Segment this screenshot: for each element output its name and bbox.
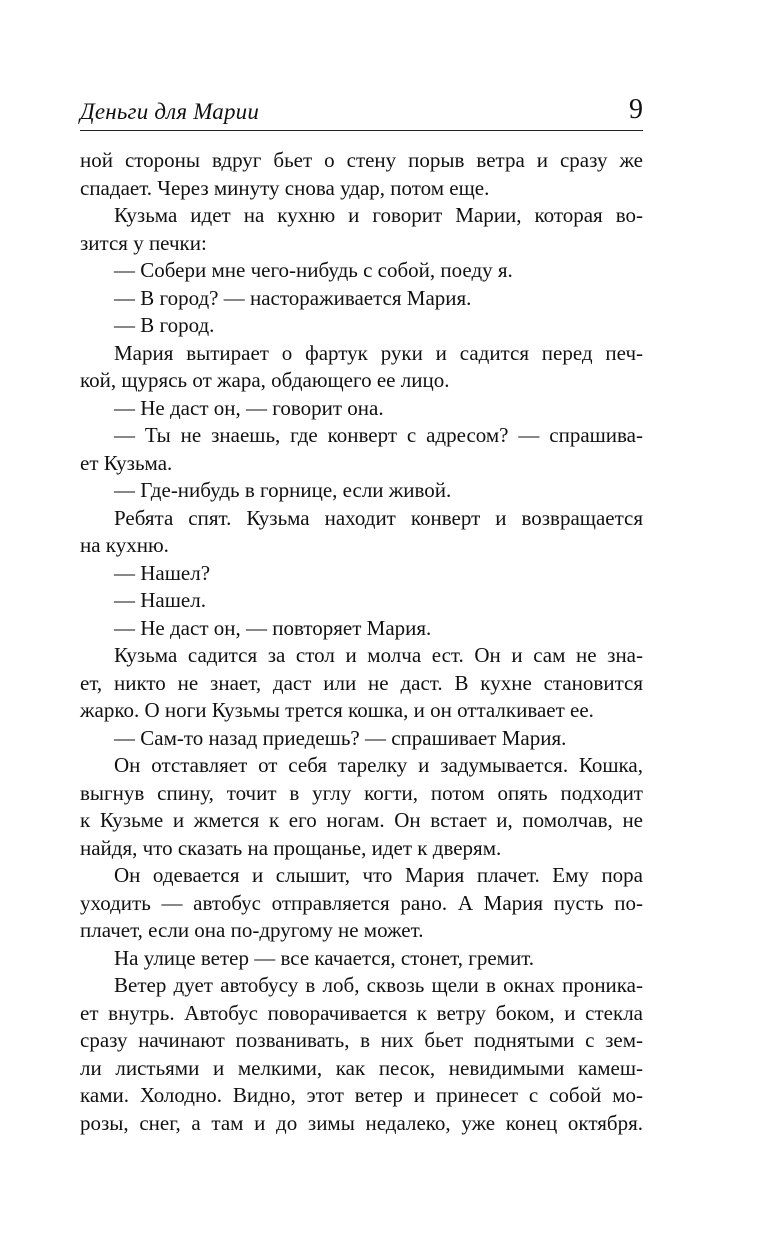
text-line: — Не даст он, — говорит она. — [114, 395, 384, 420]
text-line: — В город. — [114, 313, 215, 337]
text-line: зится у печки: — [80, 230, 207, 255]
text-line: ет внутрь. Автобус поворачивается к ветру боком, и стекла — [80, 1000, 643, 1025]
text-line: ет, никто не знает, даст или не даст. В кухне становится — [80, 670, 643, 695]
text-line: — Где-нибудь в горнице, если живой. — [114, 478, 452, 502]
text-line: плачет, если она по-другому не может. — [80, 918, 424, 942]
text-line: выгнув спину, точит в углу когти, потом опять подходит — [80, 780, 643, 805]
text-line: — Сам-то назад приедешь? — спрашивает Мария. — [114, 725, 567, 750]
book-title: Деньги для Марии — [80, 99, 260, 124]
text-line: ной стороны вдруг бьет о стену порыв ветра и сразу же — [80, 148, 643, 172]
text-line: уходить — автобус отправляется рано. А Мария пусть по- — [80, 890, 643, 915]
text-line: ли листьями и мелкими, как песок, невидимыми камеш- — [80, 1055, 643, 1080]
text-line: — Не даст он, — повторяет Мария. — [114, 615, 432, 640]
text-line: — Собери мне чего-нибудь с собой, поеду я. — [114, 258, 513, 282]
page-number: 9 — [629, 94, 643, 125]
text-line: Мария вытирает о фартук руки и садится перед печ- — [114, 340, 643, 365]
text-line: — Нашел. — [114, 588, 206, 612]
text-line: розы, снег, а там и до зимы недалеко, уже конец октября. — [80, 1110, 643, 1135]
text-line: На улице ветер — все качается, стонет, гремит. — [114, 945, 535, 970]
text-line: — В город? — настораживается Мария. — [114, 285, 472, 310]
text-line: ет Кузьма. — [80, 450, 173, 475]
text-line: спадает. Через минуту снова удар, потом еще. — [80, 175, 490, 200]
body-text — [80, 147, 643, 1137]
text-line: Ребята спят. Кузьма находит конверт и возвращается — [114, 505, 643, 530]
text-line: — Нашел? — [114, 560, 211, 585]
text-line: жарко. О ноги Кузьмы трется кошка, и он отталкивает ее. — [80, 698, 594, 722]
text-line: Он одевается и слышит, что Мария плачет. Ему пора — [114, 863, 643, 887]
text-line: Кузьма садится за стол и молча ест. Он и сам не зна- — [114, 643, 643, 667]
text-line: кой, щурясь от жара, обдающего ее лицо. — [80, 368, 450, 392]
text-line: Он отставляет от себя тарелку и задумывается. Кошка, — [114, 753, 643, 777]
text-line: сразу начинают позванивать, в них бьет поднятыми с зем- — [80, 1028, 643, 1052]
text-line: Ветер дует автобусу в лоб, сквозь щели в окнах проника- — [114, 973, 643, 997]
running-header — [80, 96, 643, 131]
text-line: к Кузьме и жмется к его ногам. Он встает и, помолчав, не — [80, 808, 643, 832]
text-line: Кузьма идет на кухню и говорит Марии, которая во- — [114, 203, 643, 227]
text-line: ками. Холодно. Видно, этот ветер и принесет с собой мо- — [80, 1083, 643, 1107]
text-line: — Ты не знаешь, где конверт с адресом? — спрашива- — [114, 423, 643, 447]
text-line: найдя, что сказать на прощанье, идет к дверям. — [80, 835, 502, 860]
text-line: на кухню. — [80, 533, 169, 557]
